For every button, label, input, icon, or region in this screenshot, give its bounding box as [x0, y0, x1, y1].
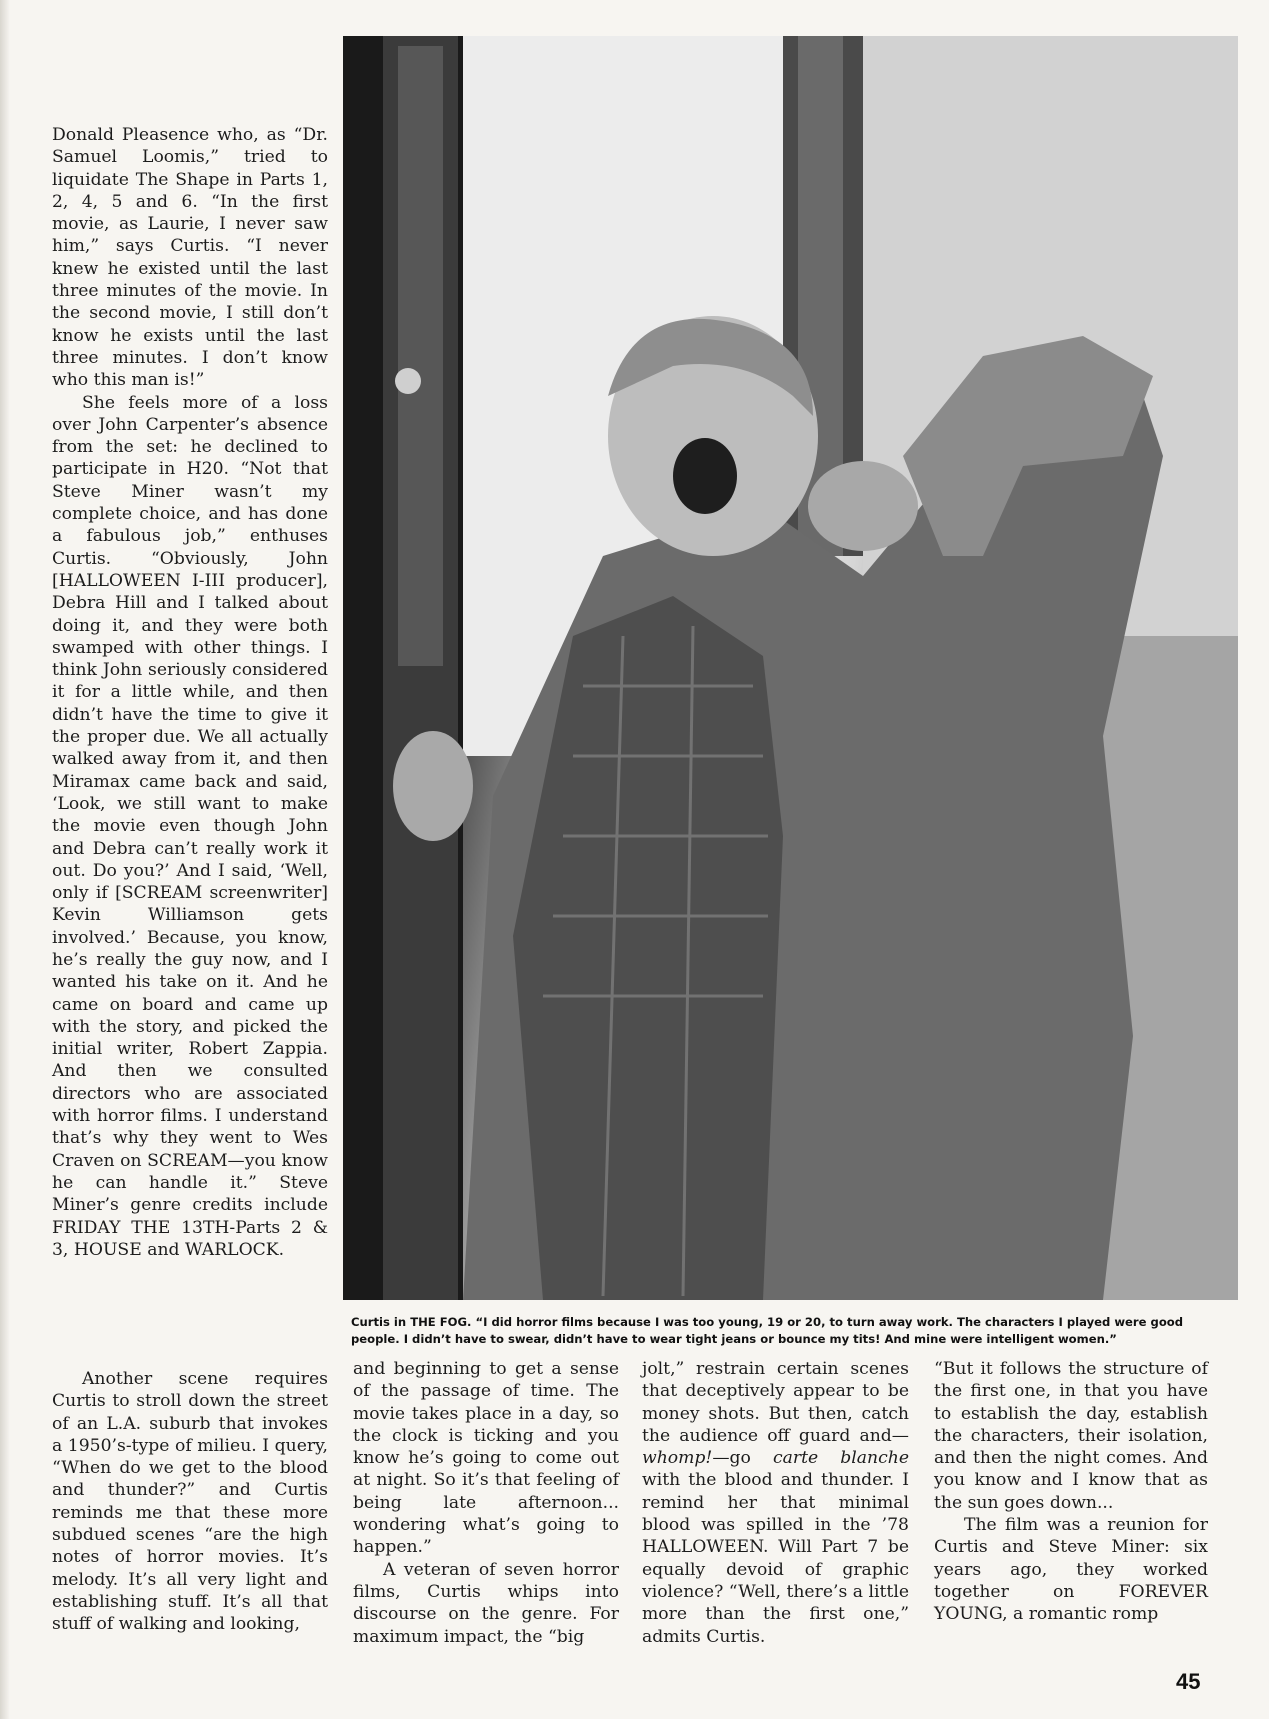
italic-text: whomp!	[642, 1448, 713, 1469]
paragraph: and beginning to get a sense of the passage of time. The movie takes place in a day, so the clock is ticking and you know he’s going to come out at night. So it’s that feeling of being late afternoon... wondering what’s going to happen.”	[353, 1359, 619, 1558]
page-edge-shadow	[0, 0, 10, 1719]
text-run: with the blood and thunder. I remind her that minimal blood was spilled in the ’78 HALLOWEEN. Will Part 7 be equally devoid of graphic violence? “Well, there’s a little more than the first one,” admits Curtis.	[642, 1470, 909, 1647]
text-run: jolt,” restrain certain scenes that deceptively appear to be money shots. But then, catch the audience off guard and—	[642, 1359, 909, 1446]
italic-text: carte blanche	[773, 1448, 909, 1469]
paragraph: “But it follows the structure of the first one, in that you have to establish the day, establish the characters, their isolation, and then the night comes. And you know and I know that as the sun goes down...	[934, 1359, 1208, 1513]
article-column-3	[642, 1358, 909, 1648]
article-column-4	[934, 1358, 1208, 1626]
text-run: —go	[712, 1448, 774, 1469]
paragraph: The film was a reunion for Curtis and Steve Miner: six years ago, they worked together on FOREVER YOUNG, a romantic romp	[934, 1515, 1208, 1625]
film-still-photo	[343, 36, 1238, 1300]
paragraph: Another scene requires Curtis to stroll down the street of an L.A. suburb that invokes a 1950’s-type of milieu. I query, “When do we get to the blood and thunder?” and Curtis reminds me that these more subdued scenes “are the high notes of horror movies. It’s melody. It’s all very light and establishing stuff. It’s all that stuff of walking and looking,	[52, 1369, 328, 1635]
page-number: 45	[1176, 1669, 1201, 1694]
photo-caption: Curtis in THE FOG. “I did horror films because I was too young, 19 or 20, to turn away work. The characters I played were good people. I didn’t have to swear, didn’t have to wear tight jeans or bounce my tits! And mine were intelligent women.”	[351, 1315, 1184, 1346]
article-column-1	[52, 1368, 328, 1636]
paragraph: She feels more of a loss over John Carpenter’s absence from the set: he declined to participate in H20. “Not that Steve Miner wasn’t my complete choice, and has done a fabulous job,” enthuses Curtis. “Obviously, John [HALLOWEEN I-III producer], Debra Hill and I talked about doing it, and they were both swamped with other things. I think John seriously considered it for a little while, and then didn’t have the time to give it the proper due. We all actually walked away from it, and then Miramax came back and said, ‘Look, we still want to make the movie even though John and Debra can’t really work it out. Do you?’ And I said, ‘Well, only if [SCREAM screenwriter] Kevin Williamson gets involved.’ Because, you know, he’s really the guy now, and I wanted his take on it. And he came on board and came up with the story, and picked the initial writer, Robert Zappia. And then we consulted directors who are associated with horror films. I understand that’s why they went to Wes Craven on SCREAM—you know he can handle it.” Steve Miner’s genre credits include FRIDAY THE 13TH-Parts 2 & 3, HOUSE and WARLOCK.	[52, 392, 328, 1260]
article-column-top-left	[52, 124, 328, 1261]
paragraph: A veteran of seven horror films, Curtis whips into discourse on the genre. For maximum impact, the “big	[353, 1559, 619, 1647]
article-column-2	[353, 1358, 619, 1648]
paragraph: Donald Pleasence who, as “Dr. Samuel Loomis,” tried to liquidate The Shape in Parts 1, 2, 4, 5 and 6. “In the first movie, as Laurie, I never saw him,” says Curtis. “I never knew he existed until the last three minutes of the movie. In the second movie, I still don’t know he exists until the last three minutes. I don’t know who this man is!”	[52, 125, 328, 391]
photo-illustration	[343, 36, 1238, 1300]
paragraph	[642, 1358, 909, 1648]
